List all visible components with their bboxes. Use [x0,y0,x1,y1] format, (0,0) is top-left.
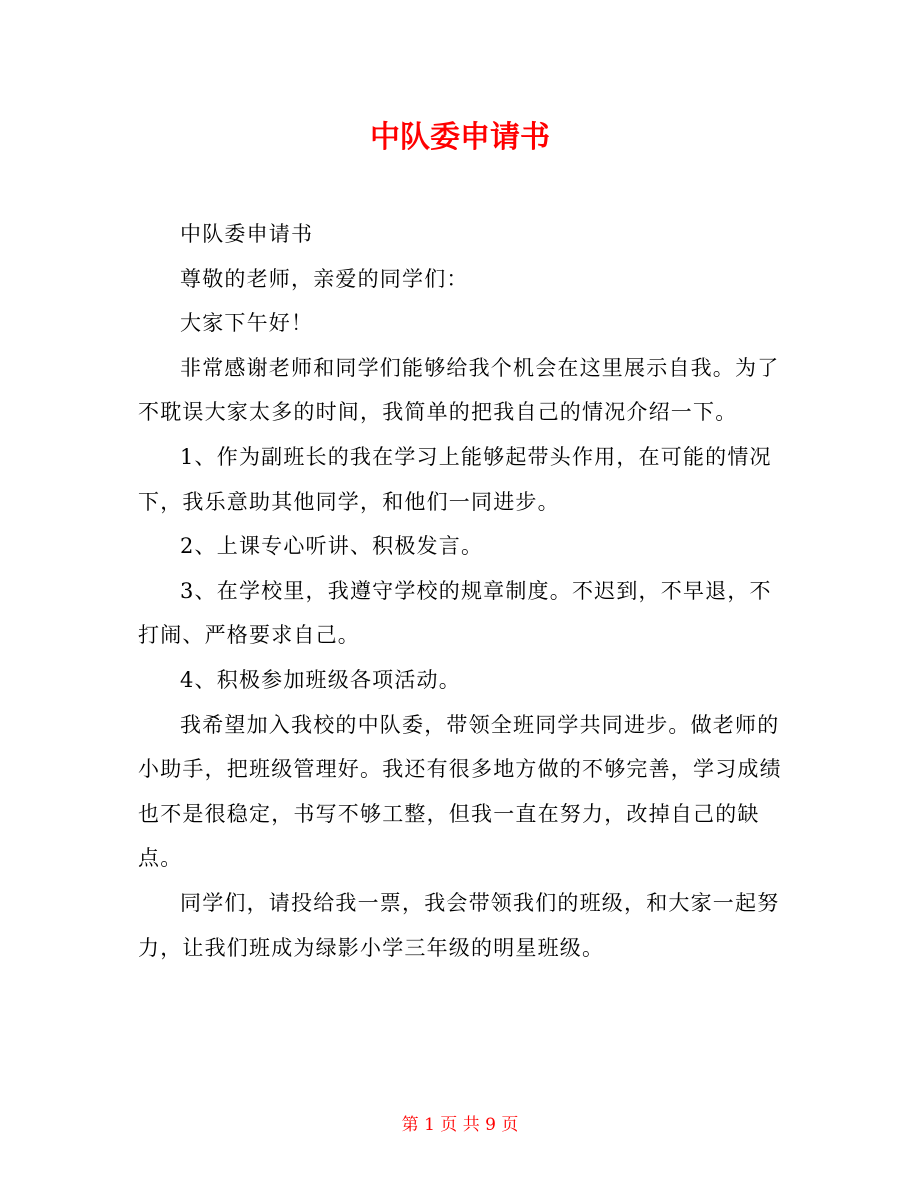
paragraph-point-4: 4、积极参加班级各项活动。 [180,667,461,692]
paragraph-point-2: 2、上课专心听讲、积极发言。 [180,534,484,559]
paragraph-point-3: 3、在学校里，我遵守学校的规章制度。不迟到，不早退，不打闹、严格要求自己。 [138,578,772,648]
document-body [138,212,788,970]
paragraph-heading: 中队委申请书 [180,222,314,246]
page-footer: 第 1 页 共 9 页 [401,1115,519,1135]
paragraph-point-1: 1、作为副班长的我在学习上能够起带头作用，在可能的情况下，我乐意助其他同学，和他们一同进步。 [138,444,772,514]
document-title: 中队委申请书 [370,120,550,155]
paragraph-salutation: 尊敬的老师，亲爱的同学们： [180,266,469,291]
paragraph-closing: 同学们，请投给我一票，我会带领我们的班级，和大家一起努力，让我们班成为绿影小学三年级的明星班级。 [138,890,780,960]
paragraph-greeting: 大家下午好！ [180,311,314,336]
paragraph-hope: 我希望加入我校的中队委，带领全班同学共同进步。做老师的小助手，把班级管理好。我还有很多地方做的不够完善，学习成绩也不是很稳定，书写不够工整，但我一直在努力，改掉自己的缺点。 [138,712,782,871]
paragraph-intro: 非常感谢老师和同学们能够给我个机会在这里展示自我。为了不耽误大家太多的时间，我简单的把我自己的情况介绍一下。 [138,355,780,425]
